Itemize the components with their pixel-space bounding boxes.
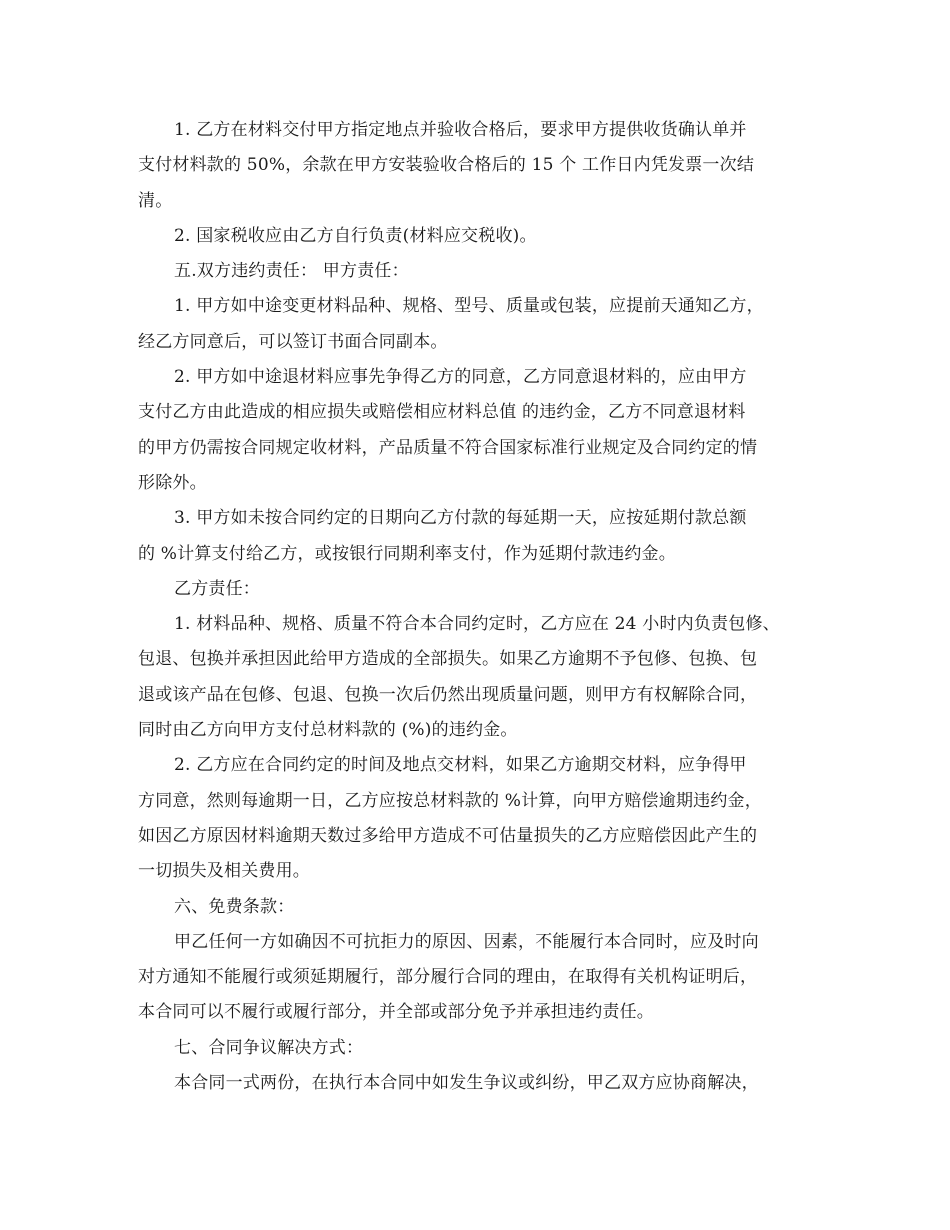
text-line: 同时由乙方向甲方支付总材料款的 (%)的违约金。 <box>138 720 518 741</box>
text-line: 五.双方违约责任： 甲方责任： <box>174 261 409 282</box>
text-line: 1. 材料品种、规格、质量不符合本合同约定时，乙方应在 24 小时内负责包修、 <box>174 614 780 635</box>
text-line: 退或该产品在包修、包退、包换一次后仍然出现质量问题，则甲方有权解除合同， <box>138 684 758 705</box>
text-line: 方同意，然则每逾期一日，乙方应按总材料款的 %计算，向甲方赔偿逾期违约金， <box>138 790 762 811</box>
text-line: 1. 乙方在材料交付甲方指定地点并验收合格后，要求甲方提供收货确认单并 <box>174 120 747 140</box>
text-line: 的 %计算支付给乙方，或按银行同期利率支付，作为延期付款违约金。 <box>138 543 676 564</box>
text-line: 支付材料款的 50%，余款在甲方安装验收合格后的 15 个 工作日内凭发票一次结 <box>138 155 755 176</box>
text-line: 如因乙方原因材料逾期天数过多给甲方造成不可估量损失的乙方应赔偿因此产生的 <box>138 825 758 846</box>
text-line: 支付乙方由此造成的相应损失或赔偿相应材料总值 的违约金，乙方不同意退材料 <box>138 402 746 423</box>
text-line: 1. 甲方如中途变更材料品种、规格、型号、质量或包装，应提前天通知乙方， <box>174 296 764 317</box>
text-line: 一切损失及相关费用。 <box>138 861 310 882</box>
text-line: 的甲方仍需按合同规定收材料，产品质量不符合国家标准行业规定及合同约定的情 <box>138 437 758 458</box>
document-body <box>138 113 828 1101</box>
text-line: 甲乙任何一方如确因不可抗拒力的原因、因素，不能履行本合同时，应及时向 <box>174 931 759 952</box>
text-line: 六、免费条款： <box>174 896 295 917</box>
text-line: 3. 甲方如未按合同约定的日期向乙方付款的每延期一天，应按延期付款总额 <box>174 508 747 529</box>
text-line: 本合同一式两份，在执行本合同中如发生争议或纠纷，甲乙双方应协商解决， <box>174 1073 759 1094</box>
text-line: 七、合同争议解决方式： <box>174 1037 364 1058</box>
text-line: 2. 国家税收应由乙方自行负责(材料应交税收)。 <box>174 225 537 246</box>
text-line: 2. 甲方如中途退材料应事先争得乙方的同意，乙方同意退材料的，应由甲方 <box>174 367 747 388</box>
text-line: 2. 乙方应在合同约定的时间及地点交材料，如果乙方逾期交材料，应争得甲 <box>174 755 747 776</box>
text-line: 清。 <box>138 190 173 211</box>
text-line: 包退、包换并承担因此给甲方造成的全部损失。如果乙方逾期不予包修、包换、包 <box>138 649 758 670</box>
text-line: 对方通知不能履行或须延期履行，部分履行合同的理由，在取得有关机构证明后， <box>138 967 758 988</box>
text-line: 乙方责任： <box>174 578 260 599</box>
text-line: 本合同可以不履行或履行部分，并全部或部分免予并承担违约责任。 <box>138 1002 654 1023</box>
text-line: 经乙方同意后，可以签订书面合同副本。 <box>138 331 448 352</box>
text-line: 形除外。 <box>138 472 207 493</box>
